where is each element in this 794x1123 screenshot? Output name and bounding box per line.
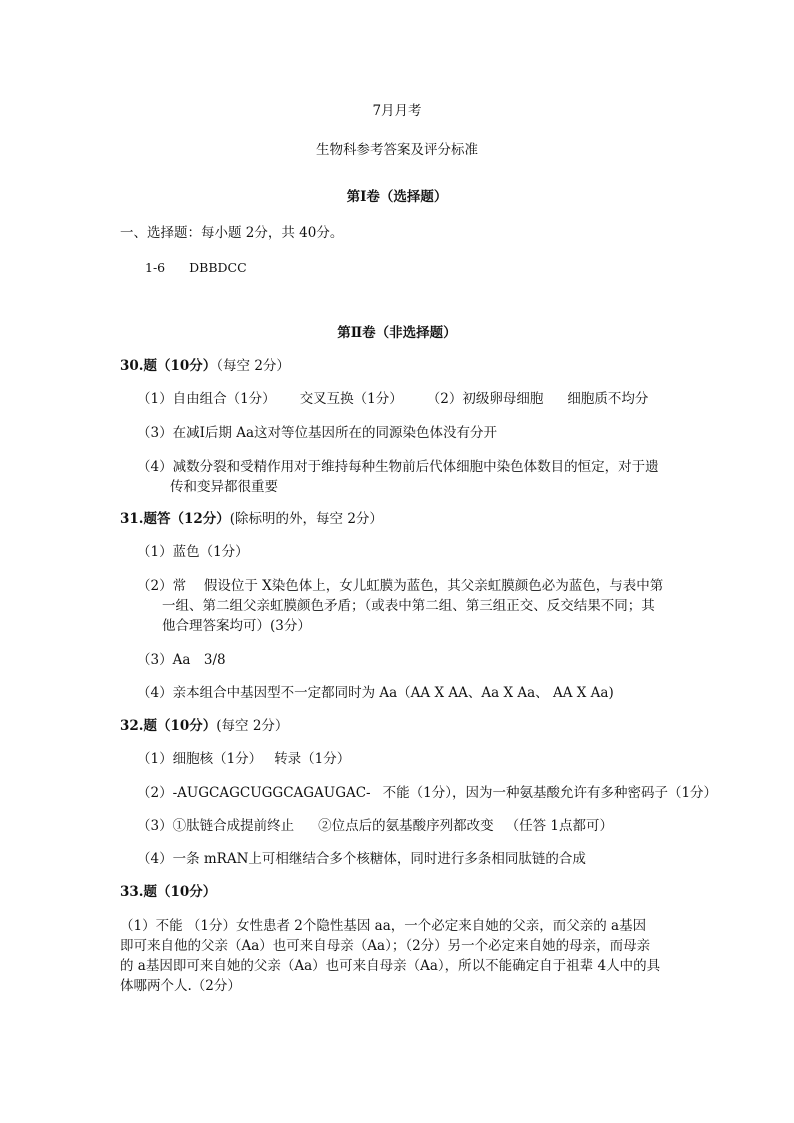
q30-answer-3: （3）在减Ⅰ后期 Aa这对等位基因所在的同源染色体没有分开 [137,425,498,441]
answers-range: 1-6 [145,260,166,275]
q31-answer-2-line2: 一组、第二组父亲虹膜颜色矛盾；（或表中第二组、第三组正交、反交结果不同；其 [162,598,655,614]
q30-a1-part1: （1）自由组合（1分） [137,391,276,407]
q31-answer-1: （1）蓝色（1分） [137,544,249,560]
q30-label: 30.题（10分） [120,358,217,374]
q30-answer-1 [137,389,648,409]
q33-paragraph-line3: 的 a基因即可来自她的父亲（Aa）也可来自母亲（Aa），所以不能确定自于祖辈 4人中的具 [120,958,661,974]
part1-instruction: 一、选择题：每小题 2分，共 40分。 [120,225,344,241]
q32-answer-3 [137,816,613,836]
q32-a2-reason: 不能（1分），因为一种氨基酸允许有多种密码子（1分） [382,785,718,801]
q31-answer-3: （3）Aa 3/8 [137,652,226,668]
q31-label: 31.题答（12分） [120,511,230,527]
part1-heading: 第Ⅰ卷（选择题） [346,189,448,205]
q32-answer-1 [137,749,350,769]
part1-answers [145,258,247,278]
q32-a3-part2: ②位点后的氨基酸序列都改变 [318,818,494,834]
q30-a2-part2: 细胞质不均分 [567,391,649,407]
q33-paragraph-line1: （1）不能 （1分）女性患者 2个隐性基因 aa，一个必定来自她的父亲，而父亲的 a基因 [120,918,647,934]
q30-a2-part1: （2）初级卵母细胞 [426,391,544,407]
q32-a3-part3: （任答 1点都可） [505,818,613,834]
q30-heading [120,356,290,376]
document-title: 生物科参考答案及评分标准 [316,142,478,158]
q31-answer-2-line3: 他合理答案均可）(3分） [162,618,311,634]
q32-a2-sequence: （2）-AUGCAGCUGGCAGAUGAC- [137,785,371,801]
q32-heading [120,716,288,736]
q32-a1-part2: 转录（1分） [274,751,351,767]
q32-answer-2 [137,783,717,803]
q30-a1-part2: 交叉互换（1分） [299,391,403,407]
exam-title: 7月月考 [372,103,422,119]
q30-note: （每空 2分） [216,358,290,374]
q32-a3-part1: （3）①肽链合成提前终止 [137,818,295,834]
q30-answer-4-line1: （4）减数分裂和受精作用对于维持每种生物前后代体细胞中染色体数目的恒定，对于遗 [137,459,659,475]
q31-answer-4: （4）亲本组合中基因型不一定都同时为 Aa（AA X AA、Aa X Aa、 AA X Aa) [137,685,614,701]
q32-answer-4: （4）一条 mRAN上可相继结合多个核糖体，同时进行多条相同肽链的合成 [137,851,586,867]
q33-label: 33.题（10分） [120,884,217,900]
part2-heading: 第Ⅱ卷（非选择题） [337,325,457,341]
q31-answer-2-line1: （2）常 假设位于 X染色体上，女儿虹膜为蓝色，其父亲虹膜颜色必为蓝色，与表中第 [137,578,664,594]
q30-answer-4-line2: 传和变异都很重要 [170,479,278,495]
answers-letters: DBBDCC [189,260,247,275]
q31-heading [120,509,383,529]
q32-label: 32.题（10分） [120,718,217,734]
q32-a1-part1: （1）细胞核（1分） [137,751,263,767]
q32-note: (每空 2分） [216,718,289,734]
q33-paragraph-line2: 即可来自他的父亲（Aa）也可来自母亲（Aa）；（2分）另一个必定来自她的母亲，而母亲 [120,938,651,954]
q33-paragraph-line4: 体哪两个人.（2分） [120,978,241,994]
q31-note: (除标明的外，每空 2分） [229,511,383,527]
